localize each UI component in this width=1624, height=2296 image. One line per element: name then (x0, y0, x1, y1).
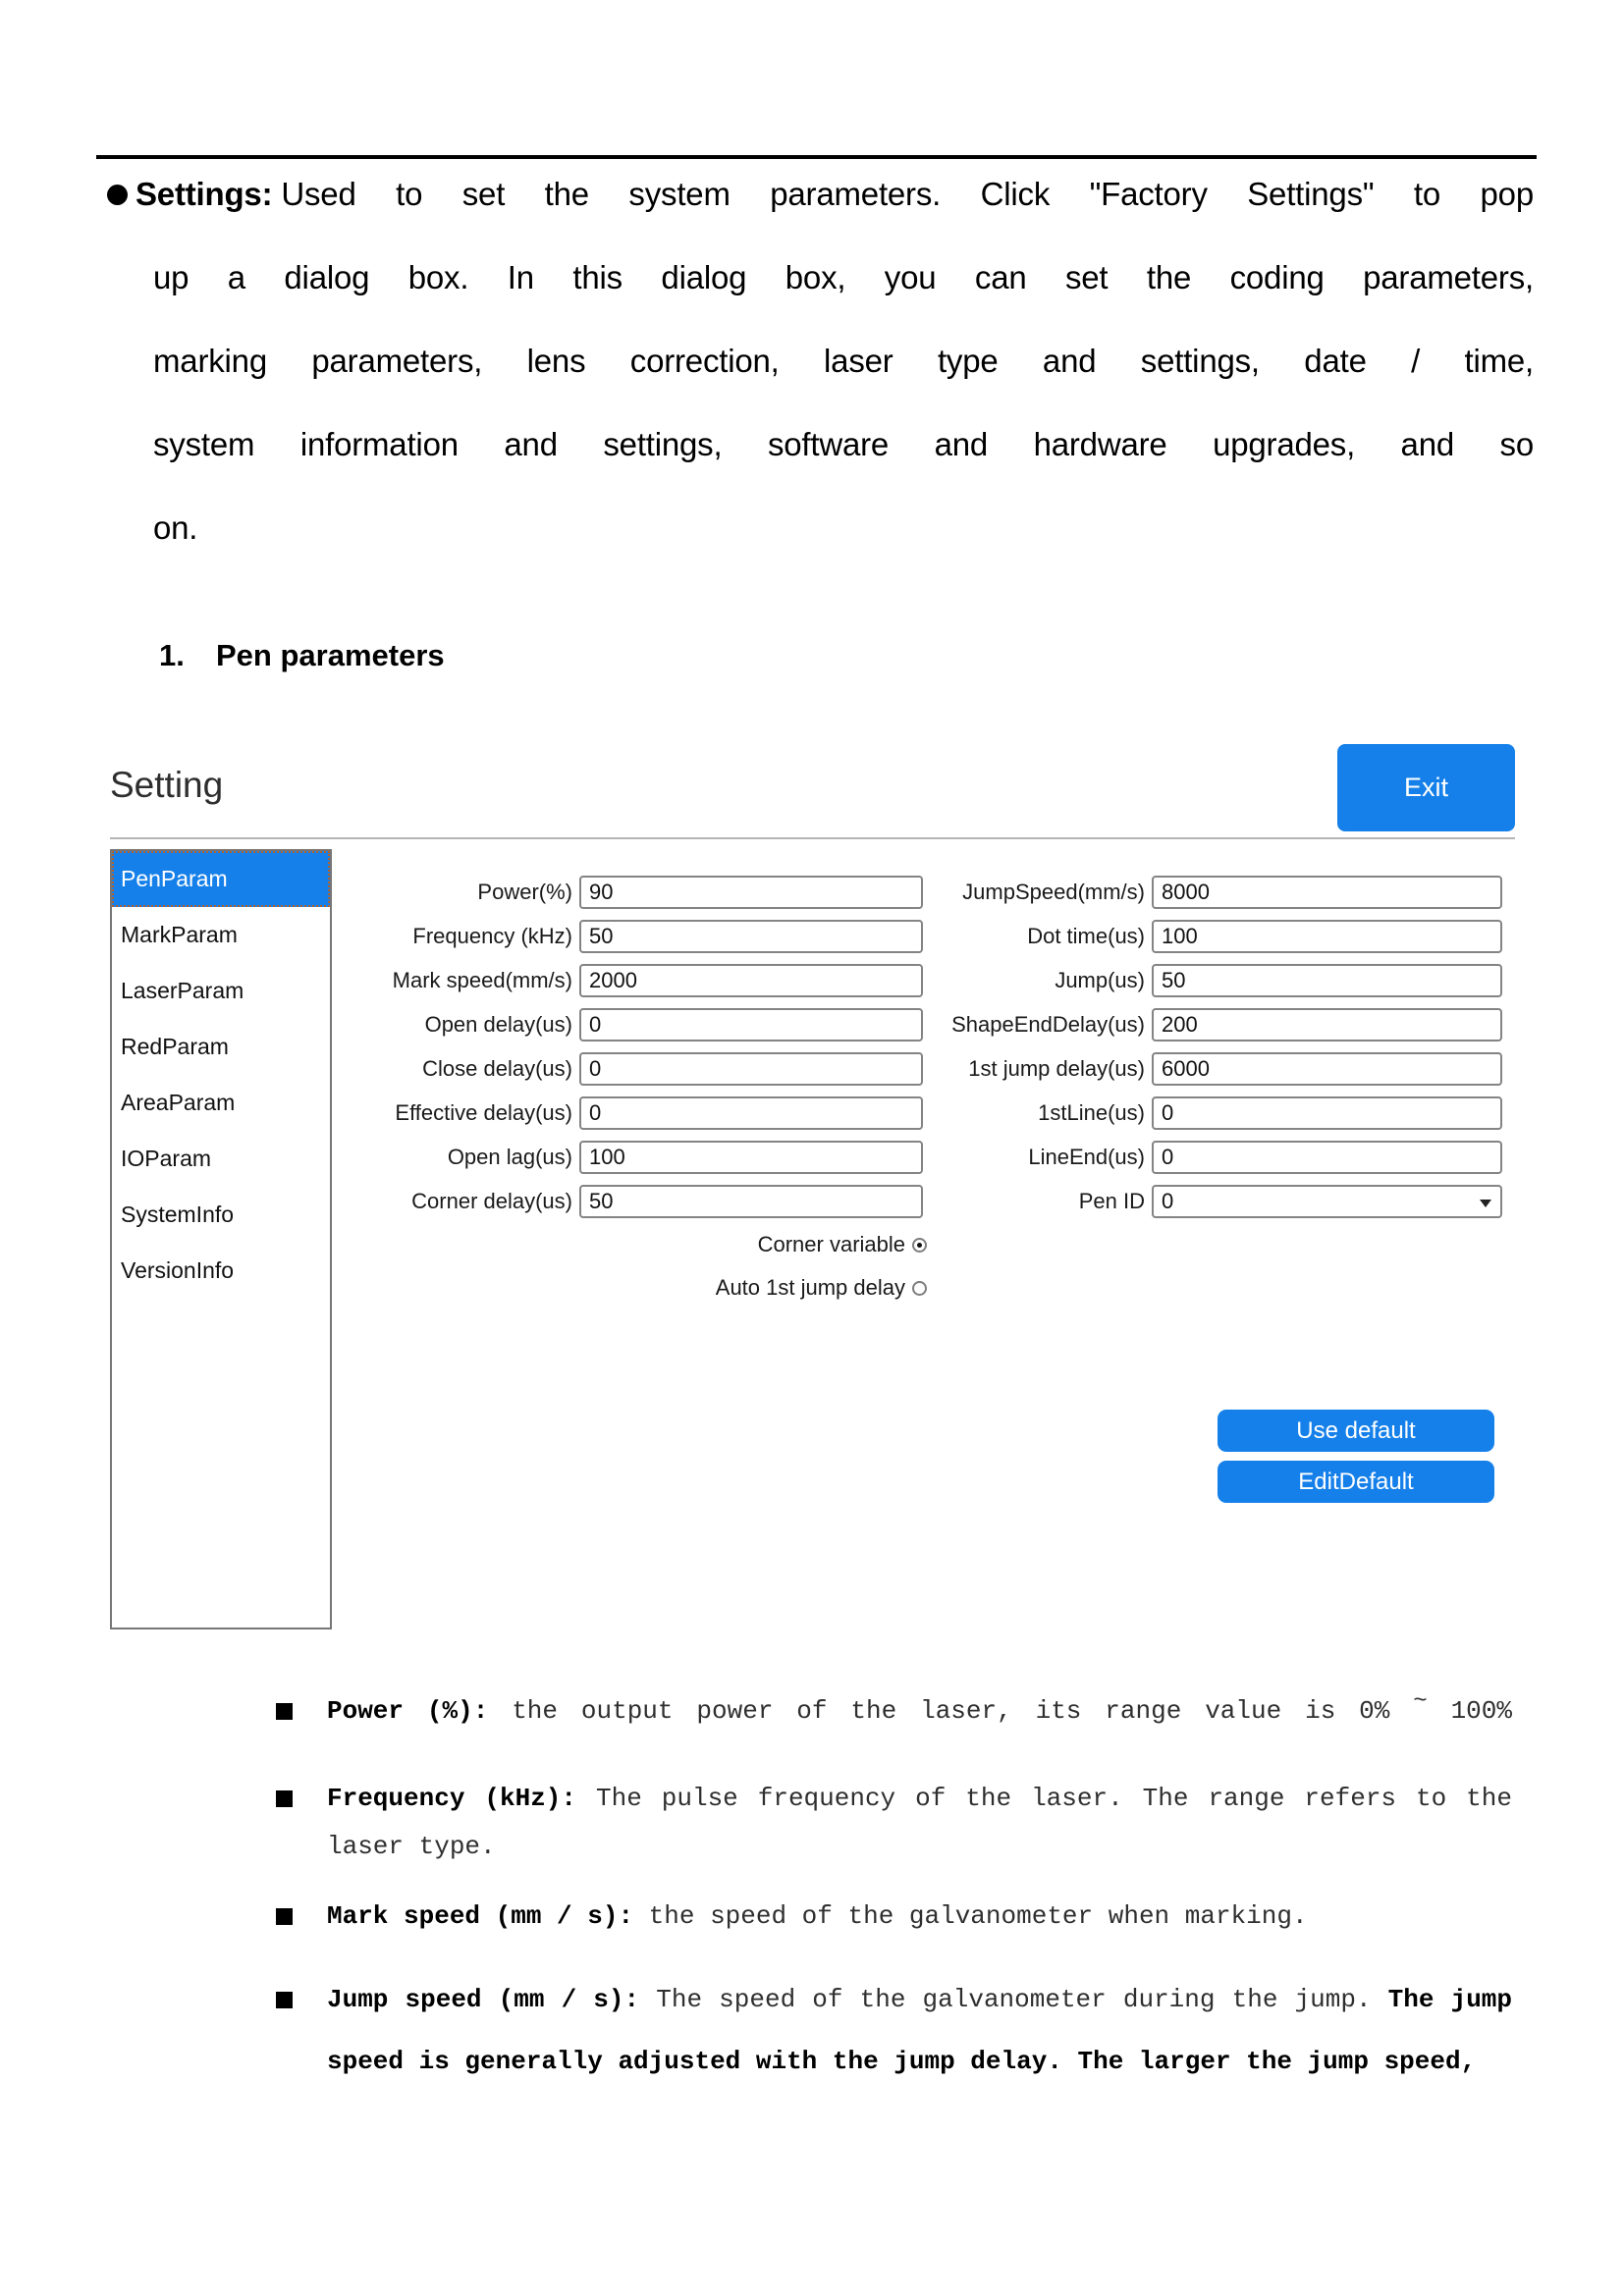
intro-line-3: marking parameters, lens correction, laser type and settings, date / time, (153, 343, 1534, 379)
page-top-rule (96, 155, 1537, 159)
line-end-label: LineEnd(us) (1028, 1145, 1145, 1169)
note-frequency-line-2: laser type. (327, 1832, 496, 1861)
close-delay-label: Close delay(us) (422, 1056, 572, 1081)
close-delay-input[interactable]: 0 (579, 1052, 923, 1086)
square-bullet-icon (276, 1992, 293, 2008)
shape-end-delay-input[interactable]: 200 (1152, 1008, 1502, 1041)
first-line-label: 1stLine(us) (1038, 1100, 1145, 1125)
note-jump-speed-line-2: speed is generally adjusted with the jump delay. The larger the jump speed, (327, 2047, 1477, 2076)
effective-delay-input[interactable]: 0 (579, 1096, 923, 1130)
pen-id-value: 0 (1162, 1189, 1174, 1213)
dot-time-input[interactable]: 100 (1152, 920, 1502, 953)
tab-areaparam[interactable]: AreaParam (121, 1090, 236, 1115)
jump-us-label: Jump(us) (1055, 968, 1145, 992)
section-title: Pen parameters (216, 638, 445, 672)
tilde-superscript: ~ (1413, 1688, 1428, 1715)
intro-line-1 (135, 173, 1534, 216)
edit-default-button[interactable]: EditDefault (1218, 1461, 1494, 1503)
dot-time-label: Dot time(us) (1027, 924, 1145, 948)
first-jump-delay-input[interactable]: 6000 (1152, 1052, 1502, 1086)
intro-lead: Settings: (135, 176, 273, 212)
power-input[interactable]: 90 (579, 876, 923, 909)
bullet-dot-icon (107, 185, 128, 205)
first-line-input[interactable]: 0 (1152, 1096, 1502, 1130)
open-delay-input[interactable]: 0 (579, 1008, 923, 1041)
tab-ioparam[interactable]: IOParam (121, 1146, 212, 1171)
dialog-title: Setting (110, 765, 224, 805)
intro-line-4: system information and settings, software and hardware upgrades, and so (153, 426, 1534, 462)
section-number: 1. (159, 638, 185, 672)
frequency-label: Frequency (kHz) (412, 924, 572, 948)
note-mark-speed: Mark speed (mm / s): the speed of the galvanometer when marking. (327, 1901, 1308, 1931)
effective-delay-label: Effective delay(us) (395, 1100, 572, 1125)
corner-delay-label: Corner delay(us) (411, 1189, 572, 1213)
open-lag-input[interactable]: 100 (579, 1141, 923, 1174)
jump-speed-input[interactable]: 8000 (1152, 876, 1502, 909)
dropdown-arrow-icon (1480, 1200, 1491, 1207)
tab-markparam[interactable]: MarkParam (121, 922, 238, 947)
jump-us-input[interactable]: 50 (1152, 964, 1502, 997)
auto-first-jump-delay-label: Auto 1st jump delay (715, 1275, 905, 1300)
auto-first-jump-delay-radio[interactable] (912, 1281, 927, 1296)
tab-redparam[interactable]: RedParam (121, 1034, 229, 1059)
square-bullet-icon (276, 1908, 293, 1925)
intro-line-2: up a dialog box. In this dialog box, you can set the coding parameters, (153, 259, 1534, 295)
first-jump-delay-label: 1st jump delay(us) (968, 1056, 1145, 1081)
pen-id-label: Pen ID (1078, 1189, 1145, 1213)
intro-line-1-text: Used to set the system parameters. Click "Factory Settings" to pop (281, 176, 1534, 212)
pen-id-dropdown[interactable] (1152, 1185, 1502, 1218)
open-lag-label: Open lag(us) (447, 1145, 572, 1169)
open-delay-label: Open delay(us) (424, 1012, 572, 1037)
mark-speed-input[interactable]: 2000 (579, 964, 923, 997)
tab-laserparam[interactable]: LaserParam (121, 978, 244, 1003)
note-frequency-line-1: Frequency (kHz): The pulse frequency of the laser. The range refers to the (327, 1784, 1512, 1813)
power-label: Power(%) (477, 880, 572, 904)
use-default-button[interactable]: Use default (1218, 1410, 1494, 1452)
dialog-divider (110, 837, 1515, 839)
jump-speed-label: JumpSpeed(mm/s) (962, 880, 1145, 904)
tab-penparam[interactable]: PenParam (112, 851, 330, 907)
intro-line-5: on. (153, 509, 198, 546)
section-heading (159, 636, 445, 675)
tab-versioninfo[interactable]: VersionInfo (121, 1257, 235, 1283)
frequency-input[interactable]: 50 (579, 920, 923, 953)
tab-systeminfo[interactable]: SystemInfo (121, 1201, 235, 1227)
square-bullet-icon (276, 1703, 293, 1720)
note-jump-speed-line-1: Jump speed (mm / s): The speed of the galvanometer during the jump. The jump (327, 1985, 1513, 2014)
shape-end-delay-label: ShapeEndDelay(us) (951, 1012, 1145, 1037)
note-power: Power (%): the output power of the laser, its range value is 0% ~ 100% (327, 1688, 1512, 1726)
exit-button[interactable]: Exit (1337, 744, 1515, 831)
corner-variable-label: Corner variable (757, 1232, 905, 1256)
square-bullet-icon (276, 1790, 293, 1807)
corner-variable-radio[interactable] (912, 1238, 927, 1253)
corner-delay-input[interactable]: 50 (579, 1185, 923, 1218)
mark-speed-label: Mark speed(mm/s) (392, 968, 572, 992)
line-end-input[interactable]: 0 (1152, 1141, 1502, 1174)
